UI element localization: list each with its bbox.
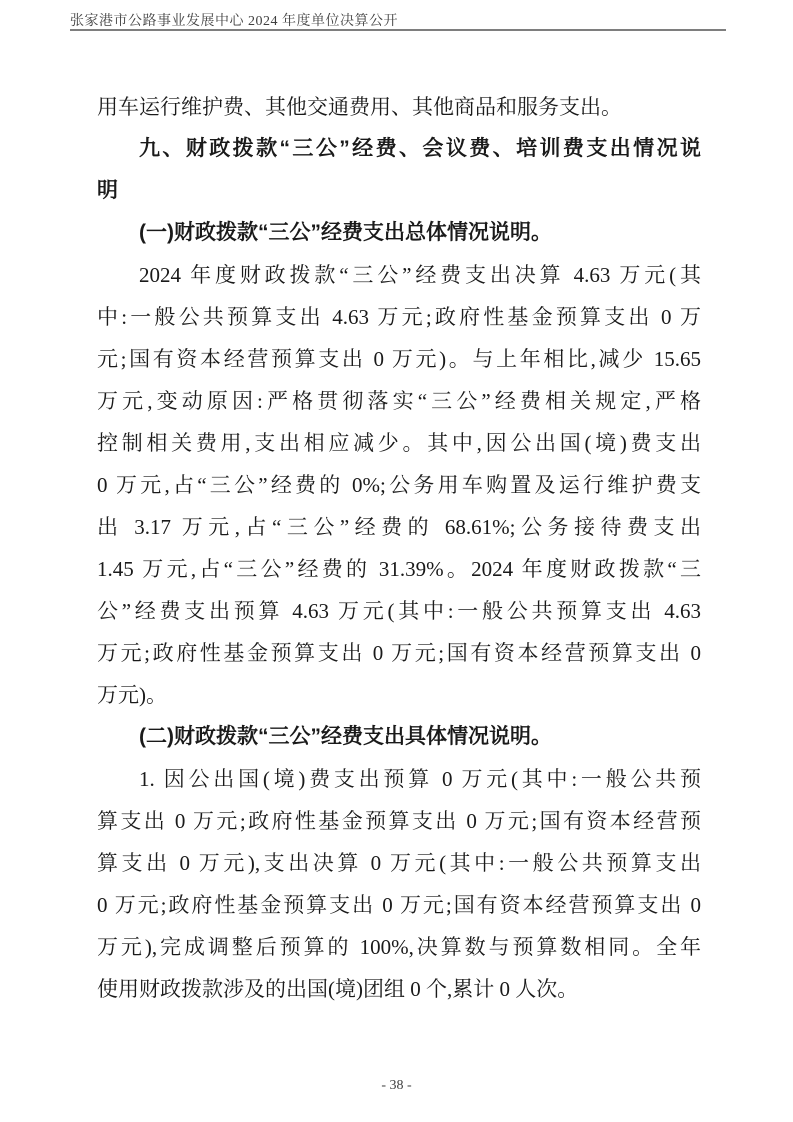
- text-line: 中:一般公共预算支出 4.63 万元;政府性基金预算支出 0 万: [97, 305, 701, 329]
- text-line: 控制相关费用,支出相应减少。其中,因公出国(境)费支出: [97, 431, 701, 455]
- text-line: 公”经费支出预算 4.63 万元(其中:一般公共预算支出 4.63: [97, 599, 701, 623]
- heading-line: 明: [97, 179, 118, 202]
- page-footer: [0, 1078, 793, 1094]
- text-line: 算支出 0 万元;政府性基金预算支出 0 万元;国有资本经营预: [97, 809, 701, 833]
- document-body: [97, 86, 701, 1010]
- heading-line: (一)财政拨款“三公”经费支出总体情况说明。: [139, 221, 552, 244]
- text-line: 1.45 万元,占“三公”经费的 31.39%。2024 年度财政拨款“三: [97, 557, 701, 581]
- text-line: 出 3.17 万元,占“三公”经费的 68.61%;公务接待费支出: [97, 515, 701, 539]
- header-rule: [70, 29, 726, 31]
- text-line: 万元)。: [97, 683, 167, 707]
- text-line: 元;国有资本经营预算支出 0 万元)。与上年相比,减少 15.65: [97, 347, 701, 371]
- header-title: 张家港市公路事业发展中心 2024 年度单位决算公开: [70, 14, 398, 29]
- heading-line: 九、财政拨款“三公”经费、会议费、培训费支出情况说: [139, 137, 701, 160]
- text-line: 算支出 0 万元),支出决算 0 万元(其中:一般公共预算支出: [97, 851, 701, 875]
- text-line: 用车运行维护费、其他交通费用、其他商品和服务支出。: [97, 95, 622, 119]
- text-line: 万元,变动原因:严格贯彻落实“三公”经费相关规定,严格: [97, 389, 701, 413]
- text-line: 使用财政拨款涉及的出国(境)团组 0 个,累计 0 人次。: [97, 977, 579, 1001]
- text-line: 0 万元;政府性基金预算支出 0 万元;国有资本经营预算支出 0: [97, 893, 701, 917]
- text-line: 1. 因公出国(境)费支出预算 0 万元(其中:一般公共预: [139, 767, 701, 791]
- page-number: - 38 -: [381, 1078, 412, 1093]
- text-line: 万元;政府性基金预算支出 0 万元;国有资本经营预算支出 0: [97, 641, 701, 665]
- heading-line: (二)财政拨款“三公”经费支出具体情况说明。: [139, 725, 552, 748]
- text-line: 2024 年度财政拨款“三公”经费支出决算 4.63 万元(其: [139, 263, 701, 287]
- text-line: 0 万元,占“三公”经费的 0%;公务用车购置及运行维护费支: [97, 473, 701, 497]
- text-line: 万元),完成调整后预算的 100%,决算数与预算数相同。全年: [97, 935, 701, 959]
